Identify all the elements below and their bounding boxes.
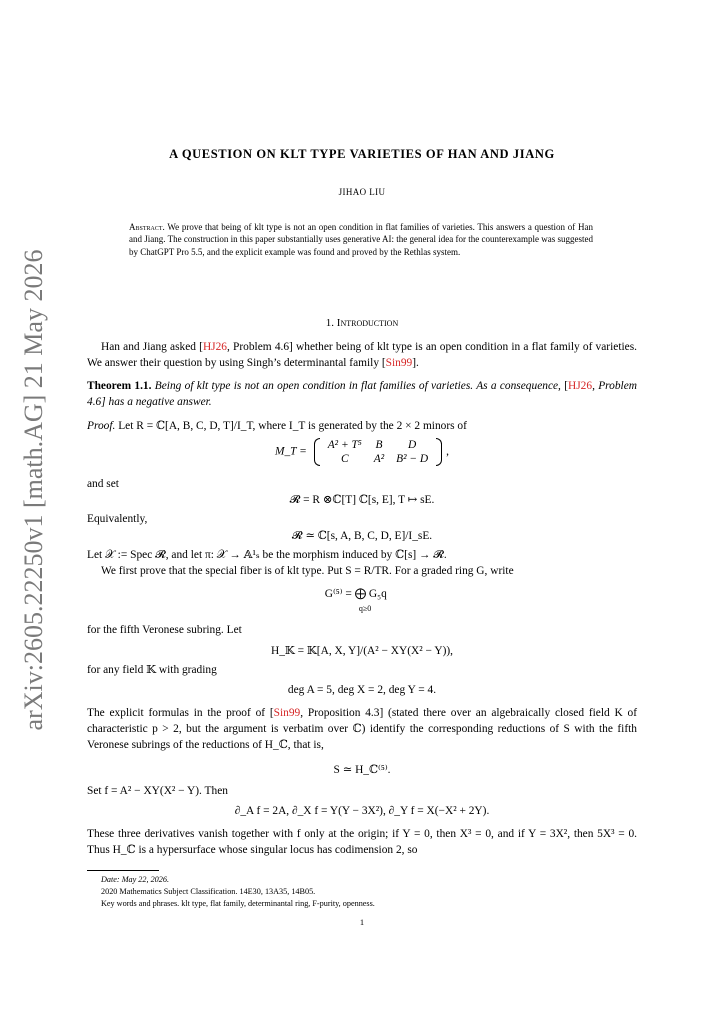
citation-link[interactable]: HJ26 bbox=[568, 380, 593, 392]
matrix-row: A² + T⁵ B D bbox=[327, 439, 417, 451]
paragraph: These three derivatives vanish together with f only at the origin; if Y = 0, then X³ = 0, and if Y = 3X², then 5X³ = 0. Thus H_ℂ is a hypersurface whose singular locus has codimension 2, so bbox=[87, 828, 637, 856]
arxiv-identifier: arXiv:2605.22250v1 [math.AG] 21 May 2026 bbox=[19, 249, 48, 731]
text-line: for the fifth Veronese subring. Let bbox=[87, 624, 242, 636]
text-line: Let 𝒳 := Spec 𝓡, and let π: 𝒳 → 𝔸¹ₛ be the morphism induced by ℂ[s] → 𝓡. bbox=[87, 549, 447, 561]
theorem: Theorem 1.1. Being of klt type is not an open condition in flat families of varieties. As a consequence, [HJ26, Problem 4.6] has a negative answer. bbox=[87, 380, 638, 408]
equation: H_𝕂 = 𝕂[A, X, Y]/(A² − XY(X² − Y)), bbox=[270, 645, 454, 657]
abstract-label: Abstract. bbox=[129, 222, 165, 232]
text-line: for any field 𝕂 with grading bbox=[87, 664, 217, 676]
citation-link[interactable]: Sin99 bbox=[273, 707, 301, 719]
equation: deg A = 5, deg X = 2, deg Y = 4. bbox=[287, 684, 437, 696]
arxiv-side-stamp bbox=[8, 249, 60, 731]
section-title: Introduction bbox=[336, 317, 399, 329]
matrix-equation: M_T = A² + T⁵ B D C A² B² − D , bbox=[275, 439, 449, 465]
theorem-label: Theorem 1.1. bbox=[87, 380, 152, 392]
text-line: and set bbox=[87, 478, 119, 490]
footnote-msc: 2020 Mathematics Subject Classification. 14E30, 13A35, 14B05. bbox=[101, 887, 316, 896]
intro-paragraph: Han and Jiang asked [HJ26, Problem 4.6] whether being of klt type is an open condition in a flat family of varieties. We answer their question by using Singh’s determinantal family [Sin99]. bbox=[87, 341, 637, 369]
author-name: JIHAO LIU bbox=[338, 187, 386, 197]
footnote-date: Date: May 22, 2026. bbox=[101, 875, 169, 884]
text-line: We first prove that the special fiber is of klt type. Put S = R/TR. For a graded ring G, write bbox=[101, 565, 514, 577]
equation: S ≃ H_ℂ⁽⁵⁾. bbox=[333, 764, 391, 776]
footnote-keywords: Key words and phrases. klt type, flat family, determinantal ring, F-purity, openness. bbox=[101, 899, 375, 908]
proof-label: Proof. bbox=[87, 420, 116, 432]
equation: ∂_A f = 2A, ∂_X f = Y(Y − 3X²), ∂_Y f = X(−X² + 2Y). bbox=[234, 805, 490, 817]
paper-title: A QUESTION ON KLT TYPE VARIETIES OF HAN AND JIANG bbox=[169, 147, 555, 161]
text-line: Set f = A² − XY(X² − Y). Then bbox=[87, 785, 228, 797]
section-number: 1. bbox=[325, 317, 335, 329]
page-number: 1 bbox=[359, 917, 365, 927]
proof-start: Proof. Let R = ℂ[A, B, C, D, T]/I_T, where I_T is generated by the 2 × 2 minors of bbox=[87, 420, 467, 432]
equation: 𝓡 = R ⊗ℂ[T] ℂ[s, E], T ↦ sE. bbox=[289, 494, 435, 506]
footnote-rule bbox=[87, 870, 159, 871]
text-line: Equivalently, bbox=[87, 513, 148, 525]
matrix bbox=[314, 438, 442, 466]
abstract-text: We prove that being of klt type is not an open condition in flat families of varieties. This answers a question of Han and Jiang. The construction in this paper substantially uses generative AI: the general idea for the counterexample was suggested by ChatGPT Pro 5.5, and the explicit example was found and proved by the Rethlas system. bbox=[129, 222, 593, 257]
abstract bbox=[129, 221, 593, 258]
matrix-row: C A² B² − D bbox=[340, 453, 429, 465]
citation-link[interactable]: HJ26 bbox=[202, 341, 227, 353]
veronese-equation: G⁽⁵⁾ = ⨁ $G_5q_{q\ge 0}$ bbox=[324, 588, 387, 613]
section-heading bbox=[87, 317, 637, 329]
paragraph: The explicit formulas in the proof of [Sin99, Proposition 4.3] (stated there over an algebraically closed field K of characteristic p > 2, but the argument is verbatim over ℂ) identify the corresponding reductions of S with the fifth Veronese subrings of the reductions of H_ℂ, that is, bbox=[87, 707, 638, 751]
citation-link[interactable]: Sin99 bbox=[385, 357, 413, 369]
equation: 𝓡 ≃ ℂ[s, A, B, C, D, E]/I_sE. bbox=[291, 530, 433, 542]
